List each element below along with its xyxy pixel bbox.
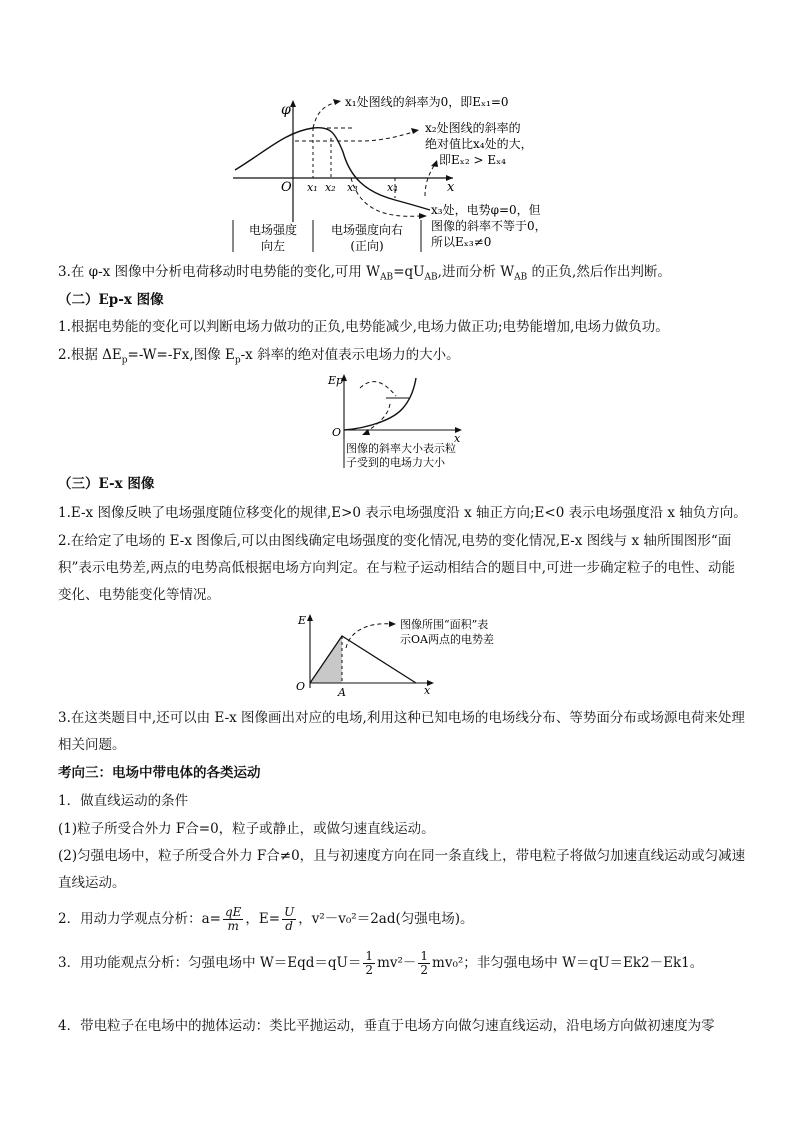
- paragraph-motion-2: (1)粒子所受合外力 F合=0，粒子或静止，或做匀速直线运动。: [58, 821, 435, 837]
- paragraph-e-x-2: 2.在给定了电场的 E-x 图像后,可以由图线确定电场强度的变化情况,电势的变化情况,E-x 图线与 x 轴所围图形“面积”表示电势差,两点的电势高低根据电场方向判定。在与粒子运动相结合的题目中,可进一步确定粒子的电性、动能变化、电势能变化等情况。: [58, 533, 735, 603]
- region-right-line1: 电场强度向右: [330, 223, 404, 237]
- paragraph-motion-4: 2．用动力学观点分析：a= $\frac{qE}{m}$ ，E= $\frac{U}{d}$ ，v²－v₀²＝2ad(匀强电场)。: [58, 905, 474, 933]
- e-caption-line1: 图像所围“面积”表: [400, 618, 489, 631]
- region-left-line2: 向左: [260, 239, 286, 253]
- annotation-x2-line1: x₂处图线的斜率的: [425, 121, 521, 135]
- e-tick-a: A: [338, 686, 346, 699]
- annotation-x3-line2: 图像的斜率不等于0，: [431, 219, 547, 233]
- ep-caption-line1: 图像的斜率大小表示粒: [346, 442, 456, 455]
- tick-x2: x₂: [325, 181, 336, 194]
- paragraph-e-x-1: 1.E-x 图像反映了电场强度随位移变化的规律,E>0 表示电场强度沿 x 轴正方向;E<0 表示电场强度沿 x 轴负方向。: [58, 505, 747, 521]
- e-x-figure: [290, 608, 510, 702]
- e-caption-line2: 示OA两点的电势差: [400, 633, 494, 646]
- region-left-line1: 电场强度: [248, 223, 298, 237]
- heading-section-3: 考向三：电场中带电体的各类运动: [58, 765, 261, 781]
- tick-x4: x₄: [387, 181, 398, 194]
- tick-x3: x₃: [347, 181, 358, 194]
- ep-x-graph: [318, 368, 478, 472]
- paragraph-motion-6: 4．带电粒子在电场中的抛体运动：类比平抛运动，垂直于电场方向做匀速直线运动，沿电场方向做初速度为零: [58, 1018, 715, 1034]
- e-origin-label: O: [296, 680, 306, 693]
- ep-axis-label: Ep: [328, 374, 344, 387]
- origin-label: O: [281, 180, 292, 195]
- ep-caption-line2: 子受到的电场力大小: [346, 456, 445, 469]
- ep-origin-label: O: [332, 426, 342, 439]
- paragraph-e-x-3: 3.在这类题目中,还可以由 E-x 图像画出对应的电场,利用这种已知电场的电场线分布、等势面分布或场源电荷来处理相关问题。: [58, 710, 745, 753]
- ep-curve: [344, 378, 416, 430]
- x-axis-label: x: [447, 180, 455, 195]
- ep-x-axis-label: x: [454, 432, 461, 445]
- phi-x-figure: [225, 92, 565, 262]
- heading-ep-x: （二）Ep-x 图像: [58, 292, 164, 308]
- e-x-graph: [290, 608, 510, 702]
- paragraph-motion-5: 3．用功能观点分析：匀强电场中 W＝Eqd＝qU＝ $\frac{1}{2}$ mv²－ $\frac{1}{2}$ mv₀²；非匀强电场中 W＝qU＝Ek2－Ek1。: [58, 949, 704, 977]
- paragraph-phi-x-3: 3.在 φ-x 图像中分析电荷移动时电势能的变化,可用 $W_{AB}=qU_{AB}$,进而分析 $W_{AB}$ 的正负,然后作出判断。: [58, 264, 671, 283]
- annotation-x2-line2: 绝对值比x₄处的大，: [425, 137, 533, 151]
- paragraph-ep-x-2: 2.根据 $\Delta E_p=-W=-Fx$,图像 $E_p-x$ 斜率的绝对值表示电场力的大小。: [58, 347, 460, 366]
- annotation-x3-line3: 所以Eₓ₃≠0: [431, 235, 492, 249]
- annotation-x3-line1: x₃处，电势φ=0，但: [431, 203, 541, 217]
- region-right-line2: (正向): [350, 239, 384, 253]
- tick-x1: x₁: [307, 181, 318, 194]
- ep-x-figure: [318, 368, 478, 472]
- paragraph-ep-x-1: 1.根据电势能的变化可以判断电场力做功的正负,电势能减少,电场力做正功;电势能增加,电场力做负功。: [58, 319, 669, 335]
- phi-axis-label: φ: [281, 102, 291, 118]
- phi-curve: [235, 128, 430, 210]
- annotation-x1: x₁处图线的斜率为0，即Eₓ₁=0: [345, 95, 509, 109]
- e-x-axis-label: x: [424, 684, 431, 697]
- phi-x-graph: [225, 92, 565, 262]
- paragraph-motion-1: 1．做直线运动的条件: [58, 793, 189, 809]
- heading-e-x: （三）E-x 图像: [58, 476, 155, 492]
- annotation-x2-line3: 即Eₓ₂ > Eₓ₄: [439, 153, 506, 167]
- paragraph-motion-3: (2)匀强电场中，粒子所受合外力 F合≠0，且与初速度方向在同一条直线上，带电粒子将做匀加速直线运动或匀减速直线运动。: [58, 848, 746, 891]
- e-axis-label: E: [298, 614, 307, 627]
